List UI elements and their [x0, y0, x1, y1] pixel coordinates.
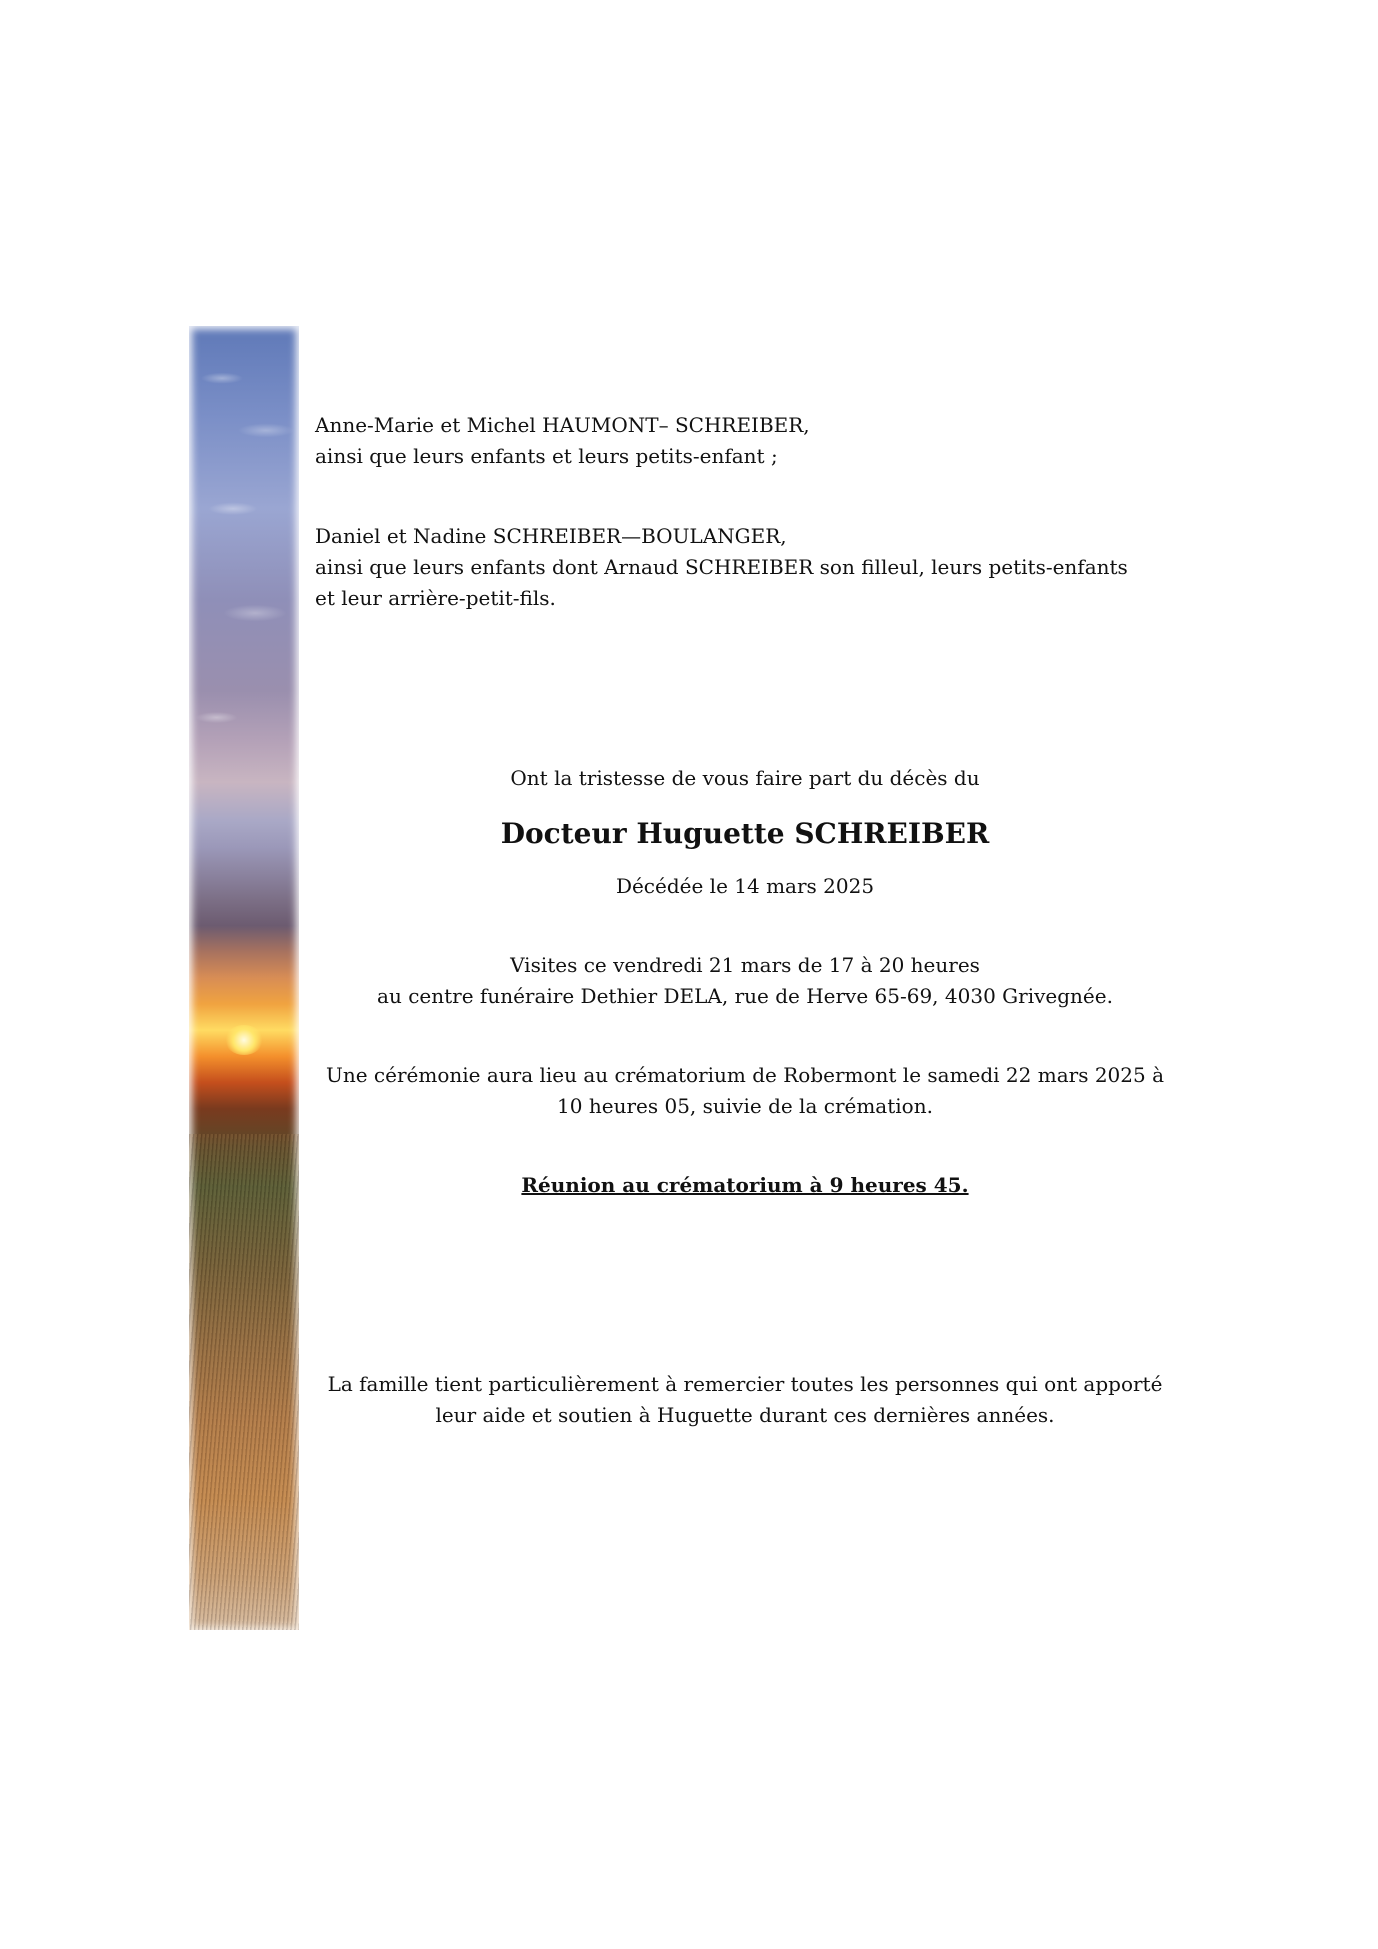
visits-line-1: Visites ce vendredi 21 mars de 17 à 20 heures [510, 953, 980, 977]
family-line-4: ainsi que leurs enfants dont Arnaud SCHREIBER son filleul, leurs petits-enfants [315, 555, 1128, 579]
family-line-5: et leur arrière-petit-fils. [315, 586, 556, 610]
announcement-intro: Ont la tristesse de vous faire part du décès du [510, 766, 980, 790]
visits-line-2: au centre funéraire Dethier DELA, rue de Herve 65-69, 4030 Grivegnée. [377, 984, 1113, 1008]
ceremony-line-2: 10 heures 05, suivie de la crémation. [557, 1094, 933, 1118]
family-line-1: Anne-Marie et Michel HAUMONT– SCHREIBER, [315, 413, 810, 437]
thanks-line-1: La famille tient particulièrement à remercier toutes les personnes qui ont apporté [327, 1372, 1163, 1396]
death-date: Décédée le 14 mars 2025 [615, 874, 875, 898]
sun-glow-decoration [225, 1025, 263, 1055]
ceremony-line-1: Une cérémonie aura lieu au crématorium de Robermont le samedi 22 mars 2025 à [325, 1063, 1164, 1087]
deceased-name: Docteur Huguette SCHREIBER [500, 817, 990, 850]
decorative-sunset-strip [189, 326, 299, 1630]
family-line-3: Daniel et Nadine SCHREIBER—BOULANGER, [315, 524, 787, 548]
family-line-2: ainsi que leurs enfants et leurs petits-enfant ; [315, 444, 778, 468]
thanks-line-2: leur aide et soutien à Huguette durant ces dernières années. [435, 1403, 1055, 1427]
meeting-notice: Réunion au crématorium à 9 heures 45. [521, 1173, 969, 1197]
